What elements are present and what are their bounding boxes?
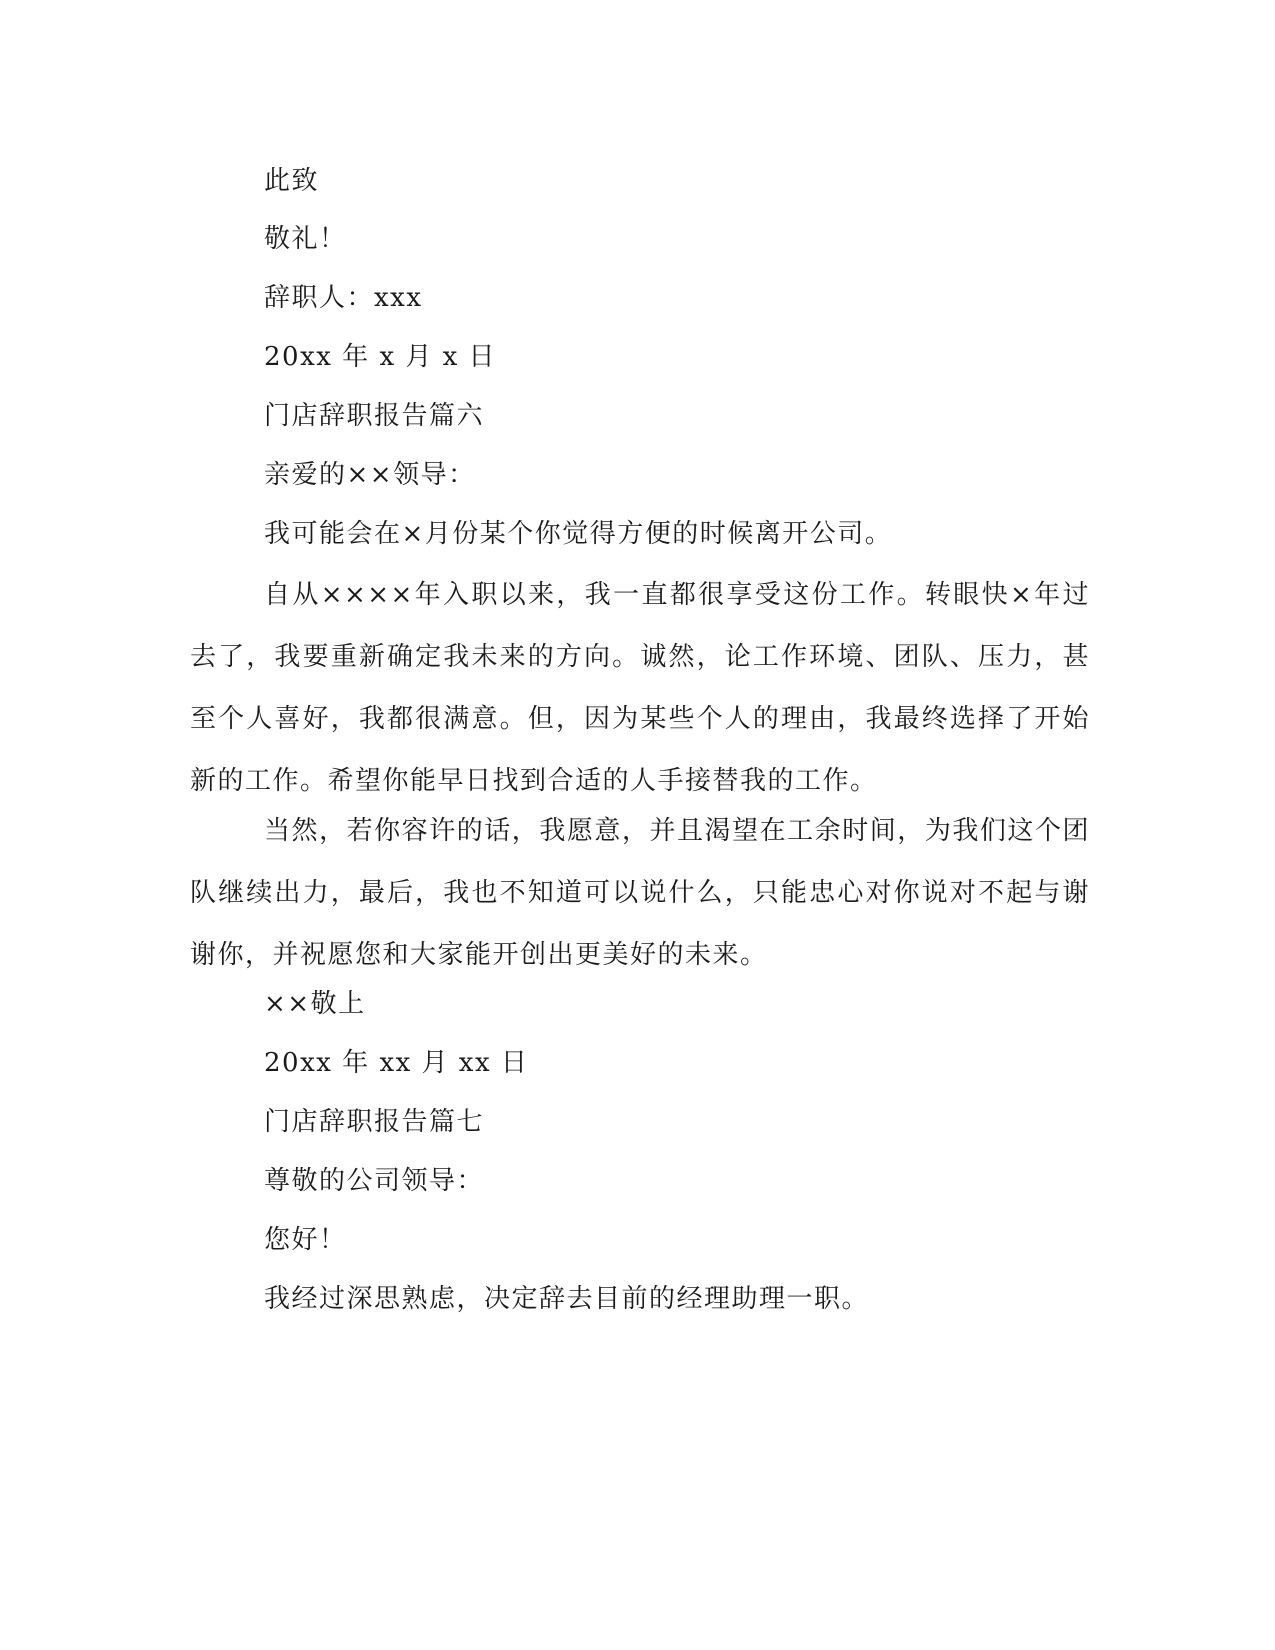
paragraph-6-1: 我可能会在×月份某个你觉得方便的时候离开公司。 [264, 519, 893, 549]
section-heading-6: 门店辞职报告篇六 [264, 401, 485, 431]
paragraph-6-3: 当然，若你容许的话，我愿意，并且渴望在工余时间，为我们这个团队继续出力，最后，我也不知道可以说什么，只能忠心对你说对不起与谢谢你，并祝愿您和大家能开创出更美好的未来。 [190, 816, 1090, 970]
greeting-7: 您好！ [264, 1225, 347, 1255]
closing-line-2: 敬礼！ [264, 224, 347, 254]
closing-line-1: 此致 [264, 166, 320, 196]
paragraph-7-1: 我经过深思熟虑，决定辞去目前的经理助理一职。 [264, 1284, 870, 1314]
salutation-7: 尊敬的公司领导： [264, 1166, 485, 1196]
date-line-2: 20xx 年 xx 月 xx 日 [264, 1048, 529, 1078]
section-heading-7: 门店辞职报告篇七 [264, 1107, 485, 1137]
signer-line: 辞职人：xxx [264, 283, 423, 313]
date-line-1: 20xx 年 x 月 x 日 [264, 342, 497, 372]
paragraph-6-2: 自从××××年入职以来，我一直都很享受这份工作。转眼快×年过去了，我要重新确定我未来的方向。诚然，论工作环境、团队、压力，甚至个人喜好，我都很满意。但，因为某些个人的理由，我最终选择了开始新的工作。希望你能早日找到合适的人手接替我的工作。 [190, 580, 1090, 796]
salutation-6: 亲爱的××领导： [264, 460, 476, 490]
sign-off-6: ××敬上 [264, 989, 366, 1019]
